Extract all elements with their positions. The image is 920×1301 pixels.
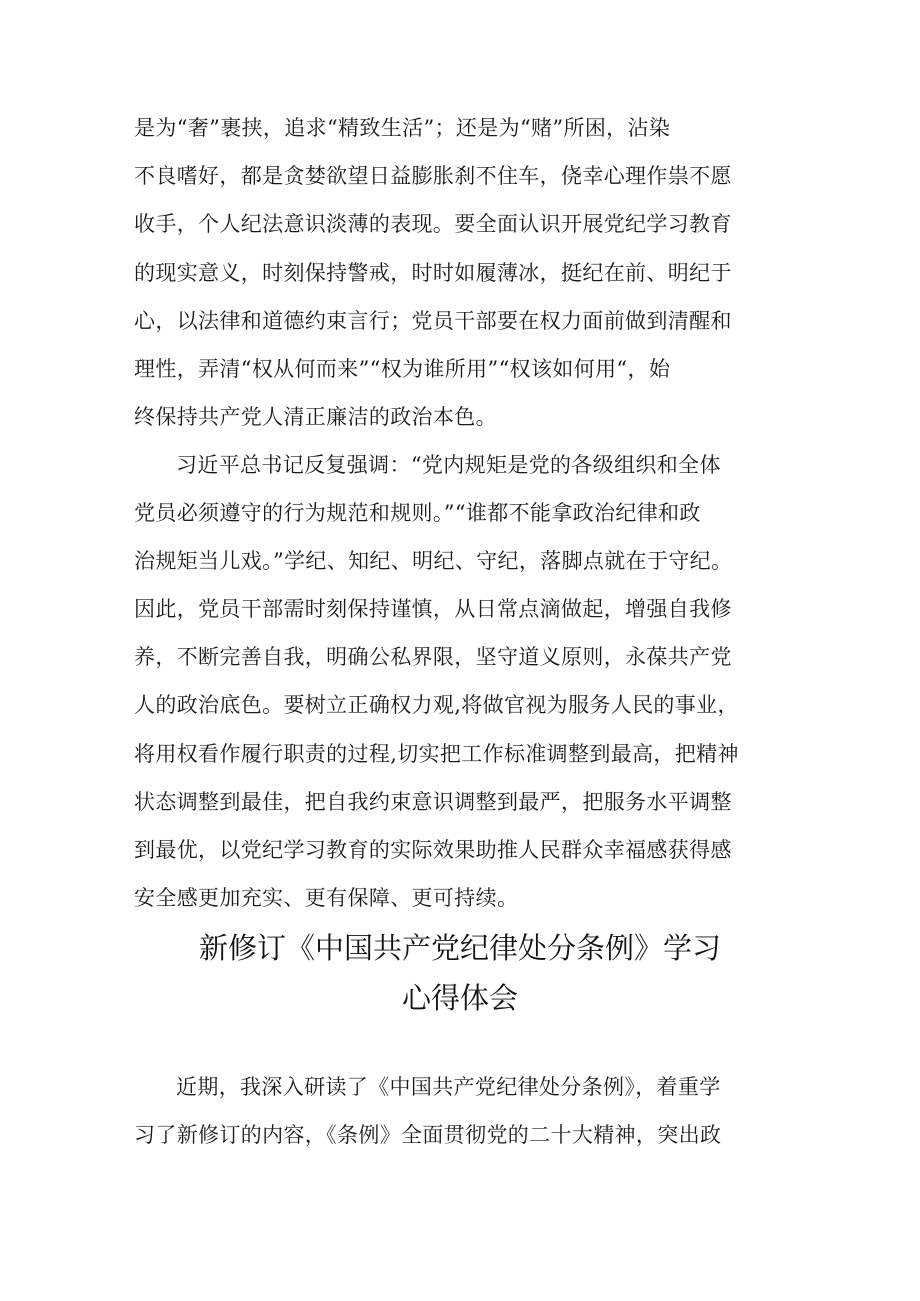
paragraph-line: 人的政治底色。要树立正确权力观,将做官视为服务人民的事业， bbox=[134, 693, 739, 717]
paragraph-line: 因此，党员干部需时刻保持谨慎，从日常点滴做起，增强自我修 bbox=[134, 597, 732, 621]
article-title-line: 新修订《中国共产党纪律处分条例》学习 bbox=[198, 931, 721, 965]
paragraph-line: 习近平总书记反复强调：“党内规矩是党的各级组织和全体 bbox=[176, 453, 721, 477]
paragraph-line: 治规矩当儿戏。”学纪、知纪、明纪、守纪，落脚点就在于守纪。 bbox=[134, 549, 733, 573]
paragraph-line: 习了新修订的内容，《条例》全面贯彻党的二十大精神，突出政 bbox=[134, 1123, 722, 1147]
paragraph-line: 心，以法律和道德约束言行；党员干部要在权力面前做到清醒和 bbox=[134, 309, 732, 333]
paragraph-line: 收手，个人纪法意识淡薄的表现。要全面认识开展党纪学习教育 bbox=[134, 212, 732, 236]
paragraph-line: 的现实意义，时刻保持警戒，时时如履薄冰，挺纪在前、明纪于 bbox=[134, 261, 732, 285]
paragraph-line: 状态调整到最佳，把自我约束意识调整到最严，把服务水平调整 bbox=[134, 790, 732, 814]
paragraph-line: 是为“奢”裹挟，追求“精致生活”；还是为“赌”所困，沾染 bbox=[134, 116, 671, 140]
paragraph-line: 终保持共产党人清正廉洁的政治本色。 bbox=[134, 405, 497, 429]
article-title-line: 心得体会 bbox=[401, 981, 518, 1015]
paragraph-line: 近期，我深入研读了《中国共产党纪律处分条例》，着重学 bbox=[176, 1075, 721, 1099]
paragraph-line: 将用权看作履行职责的过程,切实把工作标准调整到最高，把精神 bbox=[134, 742, 739, 766]
paragraph-line: 不良嗜好，都是贪婪欲望日益膨胀刹不住车，侥幸心理作祟不愿 bbox=[134, 164, 732, 188]
paragraph-line: 理性，弄清“权从何而来”“权为谁所用”“权该如何用“，始 bbox=[134, 357, 671, 381]
paragraph-line: 养，不断完善自我，明确公私界限，坚守道义原则，永葆共产党 bbox=[134, 645, 732, 669]
paragraph-line: 安全感更加充实、更有保障、更可持续。 bbox=[134, 886, 519, 910]
paragraph-line: 党员必须遵守的行为规范和规则。”“谁都不能拿政治纪律和政 bbox=[134, 501, 701, 525]
paragraph-line: 到最优，以党纪学习教育的实际效果助推人民群众幸福感获得感 bbox=[134, 838, 732, 862]
